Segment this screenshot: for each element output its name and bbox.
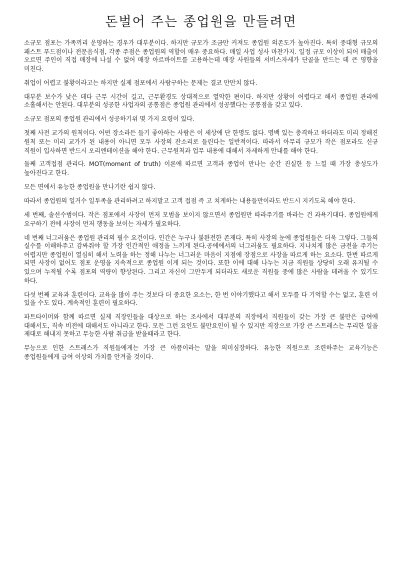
paragraph: 대부분 보수가 낮은 데다 근무 시간이 길고, 근무환경도 상대적으로 열악한 편이다. 하지만 상황이 어렵다고 해서 종업원 관리에 소홀해서는 안된다. 대부분의 성공한 사업자의 공통점은 종업원 관리에서 성공했다는 공통점을 갖고 있다.: [24, 93, 378, 110]
paragraph: 파트타이머와 함께 따르면 실제 직장인들을 대상으로 하는 조사에서 대부분의 직장에서 직원들이 갖는 가장 큰 불만은 급여에 대해서도, 직속 비전에 대해서도 아니라고 한다. 모든 그런 요인도 불만요인이 될 수 있지만 직장으로 가장 큰 스트레스는 무리한 일을 제대로 해내지 못하고 무능한 사람 취급을 받을때라고 한다.: [24, 314, 378, 339]
document-body: [24, 40, 378, 363]
paragraph: 취업이 어렵고 불황이라고는 하지만 실제 점포에서 사람구하는 문제는 결코 만만치 않다.: [24, 79, 258, 87]
paragraph: 모든 면에서 유능한 종업원을 만나기란 쉽지 않다.: [24, 184, 156, 192]
paragraph: 다섯 번째 교육과 훈련이다. 교육을 많이 주는 것보다 더 중요한 요소는, 한 번 이야기했다고 해서 모두를 다 기억할 수는 없고, 훈련 이 있을 수도 있다. 계속적인 훈련이 필요하다.: [24, 291, 378, 308]
paragraph: 첫째 사전 교가의 원칙이다. 어떤 장소라든 들기 좋아하는 사람은 이 세상에 단 한명도 없다. 명백 있는 충격하고 하더라도 미리 정해진 원칙 또는 미리 교가가 된 내용이 아니면 모두 사장의 잔소리로 들린다는 일반적이다. 따라서 아무리 규모가 작은 점포라도 신규 직원이 입사하면 반드시 오리엔테이션을 해야 한다. 근무원칙과 업무 내용에 대해서 자세하게 안내를 해야 한다.: [24, 130, 378, 155]
document-title: 돈벌어 주는 종업원을 만들려면: [105, 15, 297, 30]
paragraph: 세 번째, 솔선수범이다. 작은 점포에서 사장이 먼저 모범을 보이지 않으면서 종업원만 따라주기를 바라는 건 과욕기대다. 종업원에게 요구하기 전에 사장이 먼저 행동을 보이는 자세가 필요하다.: [24, 212, 378, 228]
paragraph: 무능으로 인한 스트레스가 직원들에게는 가장 큰 아픔이라는 말을 의미심장하다. 유능한 직원으로 조련하주는 교육기능은 종업원들에게 급여 이상의 가치를 안겨줄 것이다.: [24, 345, 378, 361]
paragraph: 둘째 고객접점 관리다. MOT(moment of truth) 이론에 따르면 고객과 종업이 만나는 순간 진실한 등 느낄 때 가장 충성도가 높아진다고 한다.: [24, 161, 378, 178]
paragraph: 네 번째 너그러움은 종업원 관리의 필수 요건이다. 인간은 누구나 불완전한 존재다. 특히 사장의 눈에 종업원들은 더욱 그렇다. 그들의 실수를 이해하주고 감싸줘야 할 가장 인간적인 애정을 느끼게 된다.공에에서의 너그러움도 필요하다. 지나치게 많은 금전을 주기는 어렵지만 종업원이 열심히 해서 노력을 하는 정해 나누는 너그러운 마음이 지점에 장점으로 사장을 따르게 하는 요소다. 한번 따르게 되면 사장이 없어도 점포 운영을 지속적으로 종업원 이게 되는 것이다. 또한 이에 대해 나누는 지금 직원들 상당히 오래 유지될 수 있으며 누적될 수록 점포의 역량이 향상된다. 그리고 자신이 그만두게 되더라도 새로운 직원들 중에 많은 사람을 데려올 수 있기도 하다.: [24, 234, 378, 285]
paragraph: 소규모 점포의 종업원 관리에서 성공하기위 몇 가지 요령이 있다.: [24, 116, 195, 124]
paragraph: 따라서 종업원의 일거수 일투족을 관리하려고 하지말고 고객 접점 즉 고 치게하는 내용들만이라도 반드시 지키도록 해야 한다.: [24, 198, 356, 206]
paragraph: 소규모 점포는 가족끼리 운영하는 경우가 대부분이다. 하지만 규모가 조금만 커져도 종업원 의존도가 높아진다. 특히 중대형 규모의 패스트 푸드점이나 전문음식점, 각종 주점은 종업원의 역할이 매우 중요하다. 매일 사업 성사 마찬가지. 일정 규모 이상이 되어 매출이 오르면 주인이 직접 매장에 나설 수 없어 매장 아르바이트를 고용하는데 매장 사원들의 서비스자세가 단골을 만드는 데 큰 영향을 미친다.: [24, 40, 378, 73]
